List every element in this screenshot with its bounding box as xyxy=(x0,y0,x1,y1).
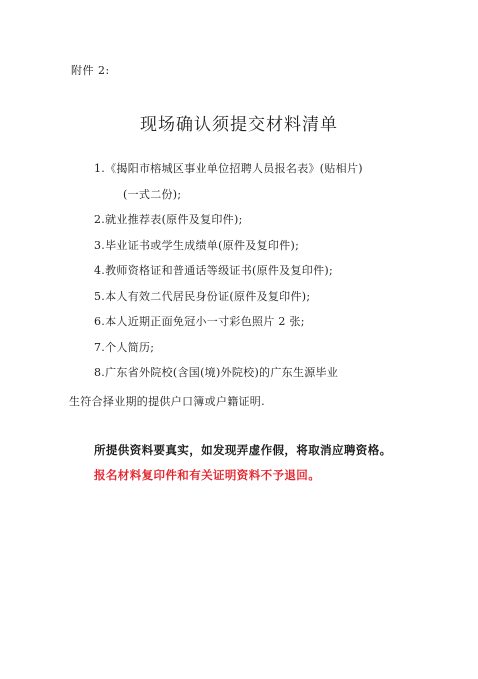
list-item: 5.本人有效二代居民身份证(原件及复印件); xyxy=(94,289,311,303)
list-item: 4.教师资格证和普通话等级证书(原件及复印件); xyxy=(94,264,333,277)
list-item-continuation: (一式二份); xyxy=(123,187,182,201)
no-return-notice: 报名材料复印件和有关证明资料不予退回。 xyxy=(94,468,321,482)
list-item: 3.毕业证书或学生成绩单(原件及复印件); xyxy=(94,238,300,252)
list-item: 6.本人近期正面免冠小一寸彩色照片 2 张; xyxy=(94,315,305,328)
attachment-label: 附件 2: xyxy=(71,64,110,77)
list-item-continuation: 生符合择业期的提供户口簿或户籍证明. xyxy=(69,395,265,408)
list-item: 1.《揭阳市榕城区事业单位招聘人员报名表》(贴相片) xyxy=(94,162,363,175)
document-title: 现场确认须提交材料清单 xyxy=(140,115,338,135)
list-item: 7.个人简历; xyxy=(94,340,155,354)
authenticity-notice: 所提供资料要真实，如发现弄虚作假，将取消应聘资格。 xyxy=(94,443,392,457)
list-item: 2.就业推荐表(原件及复印件); xyxy=(94,213,243,226)
materials-list xyxy=(94,156,414,386)
list-item: 8.广东省外院校(含国(境)外院校)的广东生源毕业 xyxy=(94,366,339,379)
